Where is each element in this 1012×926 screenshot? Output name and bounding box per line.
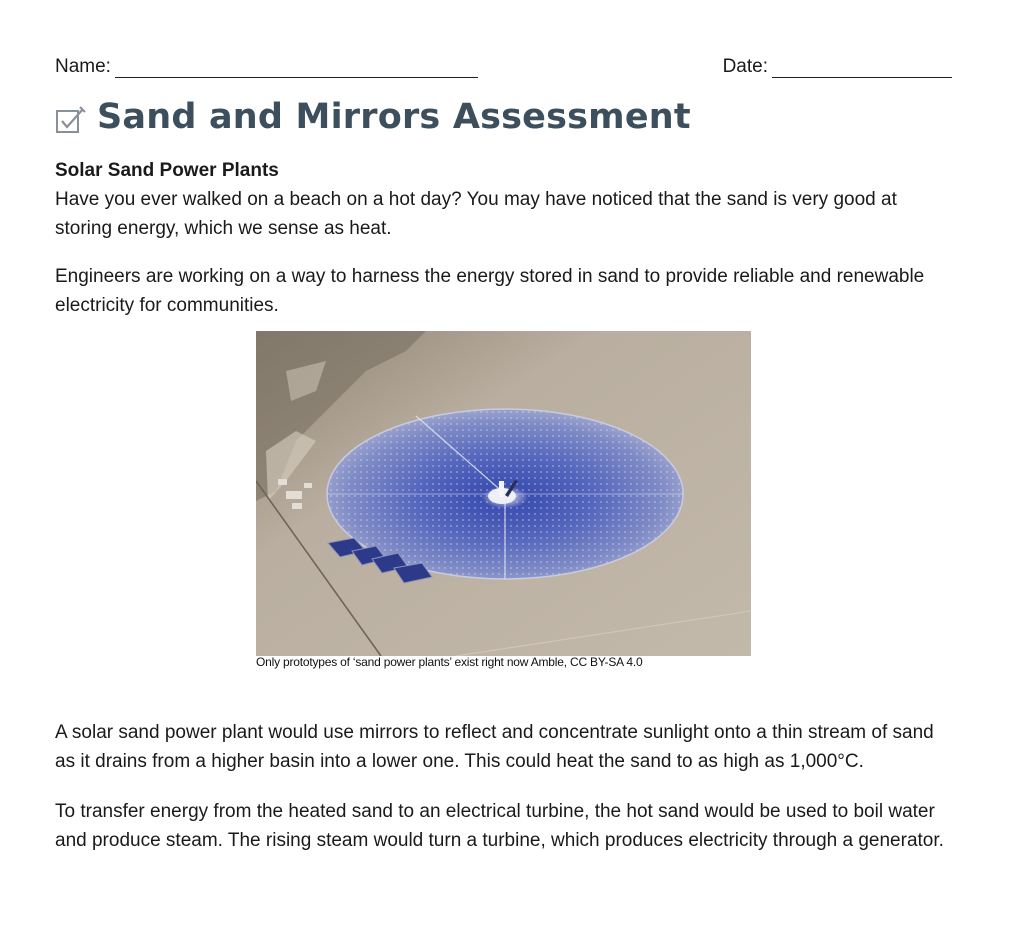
checkbox-pencil-icon <box>55 104 87 136</box>
body-paragraph-4-block <box>55 797 955 855</box>
page-title: Sand and Mirrors Assessment <box>97 97 691 137</box>
title-row <box>55 95 691 139</box>
date-blank-line[interactable] <box>772 59 952 78</box>
name-blank-line[interactable] <box>115 59 478 78</box>
intro-paragraph-2: Engineers are working on a way to harness the energy stored in sand to provide reliable and renewable electricity for communities. <box>55 266 925 316</box>
date-field <box>723 56 952 78</box>
body-paragraph-3: A solar sand power plant would use mirrors to reflect and concentrate sunlight onto a thin stream of sand as it drains from a higher basin into a lower one. This could heat the sand to as high as 1,000°C. <box>55 722 934 772</box>
figure-caption: Only prototypes of ‘sand power plants’ exist right now Amble, CC BY-SA 4.0 <box>256 655 643 669</box>
solar-plant-aerial-photo <box>256 331 751 656</box>
intro-section <box>55 156 955 243</box>
intro-paragraph-2-block <box>55 262 955 320</box>
figure <box>256 331 751 669</box>
name-label: Name: <box>55 56 111 77</box>
section-heading: Solar Sand Power Plants <box>55 160 279 181</box>
intro-paragraph-1: Have you ever walked on a beach on a hot day? You may have noticed that the sand is very good at storing energy, which we sense as heat. <box>55 189 897 239</box>
header-row <box>55 56 952 82</box>
date-label: Date: <box>722 56 768 77</box>
body-paragraph-4: To transfer energy from the heated sand to an electrical turbine, the hot sand would be used to boil water and produce steam. The rising steam would turn a turbine, which produces electricity through a generator. <box>55 801 944 851</box>
body-paragraph-3-block <box>55 718 955 776</box>
name-field <box>55 56 478 78</box>
